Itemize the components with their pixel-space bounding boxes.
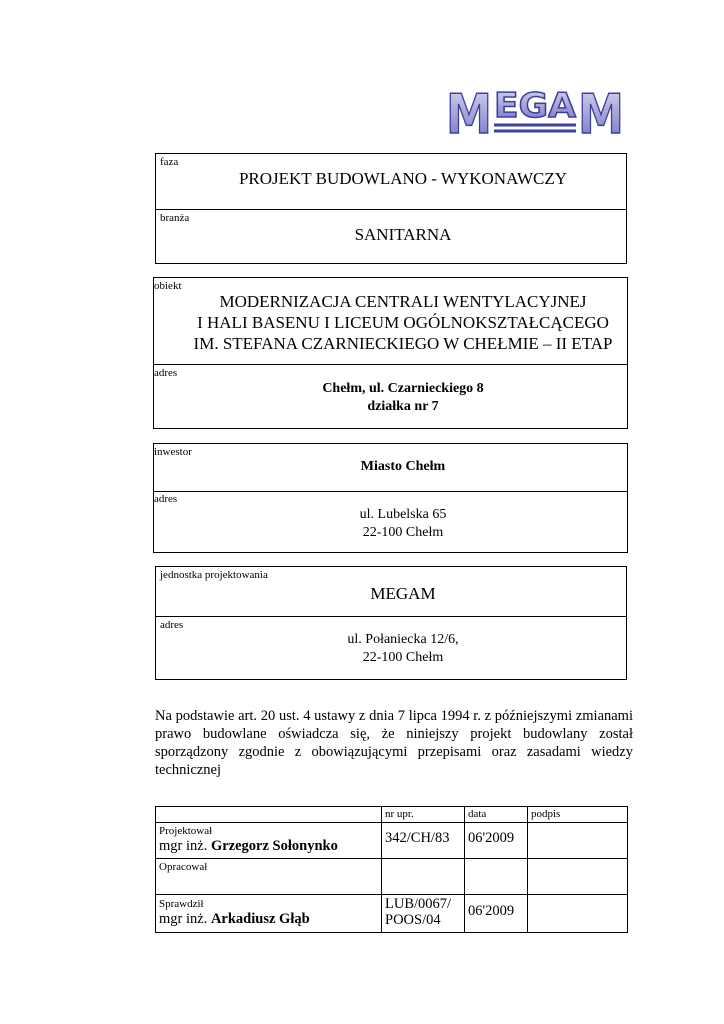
role-label: Sprawdził bbox=[159, 898, 204, 910]
svg-text:M: M bbox=[578, 86, 624, 136]
investor-address-line-2: 22-100 Chełm bbox=[362, 525, 444, 540]
person-name: Arkadiusz Głąb bbox=[210, 911, 310, 927]
license-number-line-1: LUB/0067/ bbox=[385, 896, 452, 912]
person-title: mgr inż. bbox=[159, 911, 208, 927]
signature-cell bbox=[528, 823, 628, 859]
table-row bbox=[156, 859, 628, 895]
license-header: nr upr. bbox=[382, 807, 465, 823]
design-unit-address-line-1: ul. Połaniecka 12/6, bbox=[347, 632, 459, 647]
object-address-label: adres bbox=[154, 367, 178, 379]
signature-header: podpis bbox=[528, 807, 628, 823]
sign-date: 06'2009 bbox=[468, 830, 515, 846]
investor-value: Miasto Chełm bbox=[360, 459, 446, 474]
design-unit-address-line-2: 22-100 Chełm bbox=[362, 650, 444, 665]
legal-statement: Na podstawie art. 20 ust. 4 ustawy z dnia 7 lipca 1994 r. z późniejszymi zmianami prawo budowlane oświadcza się, że niniejszy projekt budowlany został sporządzony zgodnie z obowiązującymi przepisami oraz zasadami wiedzy technicznej bbox=[155, 708, 633, 778]
signature-table bbox=[155, 806, 628, 933]
investor-address-label: adres bbox=[154, 493, 178, 505]
branch-label: branża bbox=[160, 212, 190, 224]
investor-address-line-1: ul. Lubelska 65 bbox=[359, 507, 447, 522]
date-header: data bbox=[465, 807, 528, 823]
phase-label: faza bbox=[160, 156, 179, 168]
person-name: Grzegorz Sołonynko bbox=[210, 838, 338, 854]
signature-table-header bbox=[156, 807, 628, 823]
sign-date: 06'2009 bbox=[468, 903, 515, 919]
object-address-line-2: działka nr 7 bbox=[367, 399, 439, 414]
object-address-line-1: Chełm, ul. Czarnieckiego 8 bbox=[322, 381, 484, 396]
role-label: Opracował bbox=[159, 861, 208, 873]
signature-cell bbox=[528, 859, 628, 895]
object-label: obiekt bbox=[154, 280, 182, 292]
design-unit-label: jednostka projektowania bbox=[160, 569, 268, 581]
branch-value: SANITARNA bbox=[354, 225, 452, 244]
object-line-3: IM. STEFANA CZARNIECKIEGO W CHEŁMIE – II ETAP bbox=[193, 334, 613, 353]
design-unit-address-label: adres bbox=[160, 619, 184, 631]
table-row bbox=[156, 895, 628, 933]
investor-label: inwestor bbox=[154, 446, 192, 458]
signature-cell bbox=[528, 895, 628, 933]
role-label: Projektował bbox=[159, 825, 213, 837]
design-unit-value: MEGAM bbox=[370, 584, 436, 603]
license-number-line-2: POOS/04 bbox=[385, 912, 441, 928]
license-number: 342/CH/83 bbox=[385, 830, 450, 846]
svg-text:EGA: EGA bbox=[494, 86, 577, 126]
megam-logo bbox=[444, 86, 628, 136]
object-line-1: MODERNIZACJA CENTRALI WENTYLACYJNEJ bbox=[219, 292, 587, 311]
object-line-2: I HALI BASENU I LICEUM OGÓLNOKSZTAŁCĄCEGO bbox=[197, 313, 609, 332]
person-title: mgr inż. bbox=[159, 838, 208, 854]
svg-text:M: M bbox=[446, 86, 492, 136]
phase-value: PROJEKT BUDOWLANO - WYKONAWCZY bbox=[238, 169, 568, 188]
table-row bbox=[156, 823, 628, 859]
